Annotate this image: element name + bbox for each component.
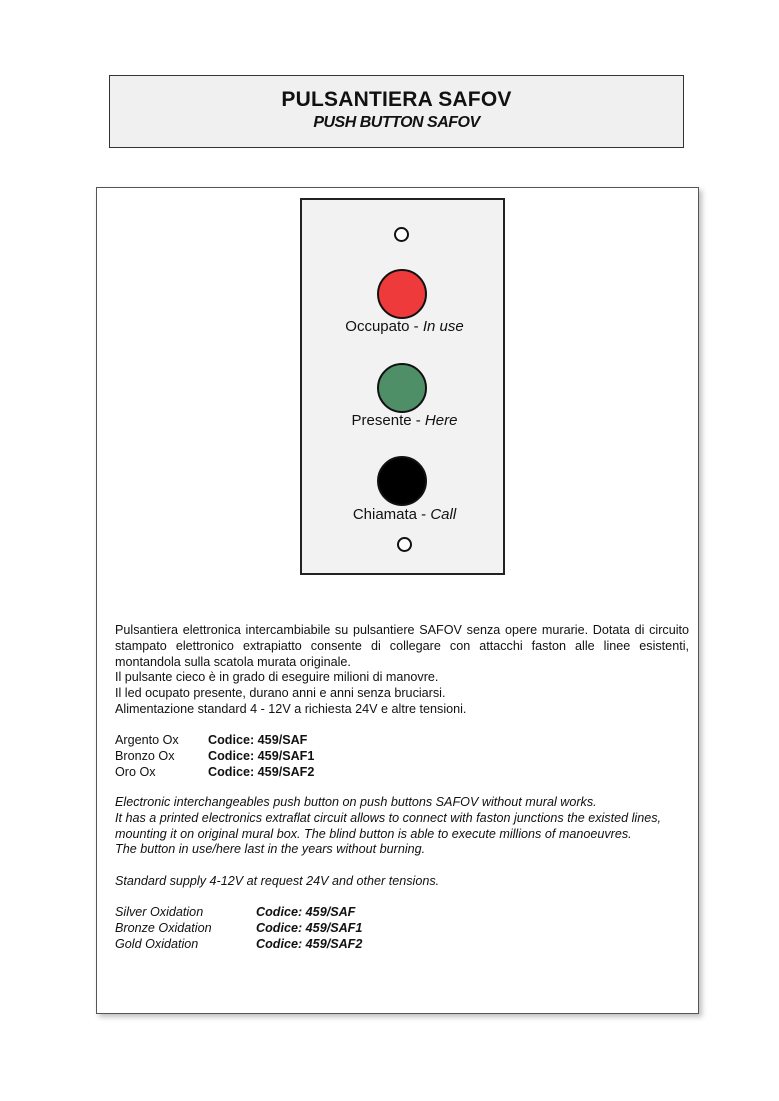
description-line: Alimentazione standard 4 - 12V a richiesta 24V e altre tensioni. (115, 701, 467, 716)
codes-italian (115, 732, 314, 780)
product-code: Codice: 459/SAF (256, 905, 356, 919)
description-italian (115, 623, 689, 718)
title-box (109, 75, 684, 148)
page-subtitle: PUSH BUTTON SAFOV (313, 114, 480, 131)
codes-english (115, 904, 362, 952)
here-label: Presente - Here (351, 412, 458, 429)
description-line: The button in use/here last in the years without burning. (115, 842, 426, 857)
code-row (115, 732, 314, 748)
product-code: Codice: 459/SAF (208, 733, 308, 747)
product-code: Codice: 459/SAF1 (208, 749, 315, 763)
call-button (377, 456, 427, 506)
description-line: It has a printed electronics extraflat circuit allows to connect with faston junctions the existed lines, (115, 810, 662, 825)
description-line: Electronic interchangeables push button on push buttons SAFOV without mural works. (115, 795, 597, 809)
description-line: Il led ocupato presente, durano anni e anni senza bruciarsi. (115, 686, 446, 701)
finish-name: Gold Oxidation (115, 937, 199, 951)
finish-name: Argento Ox (115, 733, 179, 747)
supply-line: Standard supply 4-12V at request 24V and other tensions. (115, 873, 440, 888)
in-use-button (377, 269, 427, 319)
call-label: Chiamata - Call (352, 506, 457, 523)
code-row (115, 920, 362, 936)
in-use-label: Occupato - In use (345, 318, 464, 335)
product-code: Codice: 459/SAF2 (208, 765, 315, 779)
bottom-led-icon (397, 537, 412, 552)
description-line: Il pulsante cieco è in grado di eseguire milioni di manovre. (115, 670, 439, 685)
page-title: PULSANTIERA SAFOV (281, 88, 512, 111)
description-english (115, 795, 689, 890)
finish-name: Bronze Oxidation (115, 921, 212, 935)
finish-name: Oro Ox (115, 765, 156, 779)
product-code: Codice: 459/SAF2 (256, 937, 363, 951)
spacer (115, 858, 689, 874)
here-button (377, 363, 427, 413)
push-button-plate (300, 198, 505, 575)
code-row (115, 936, 362, 952)
code-row (115, 764, 314, 780)
description-line: mounting it on original mural box. The blind button is able to execute millions of manoeuvres. (115, 826, 632, 841)
top-led-icon (394, 227, 409, 242)
code-row (115, 904, 362, 920)
product-code: Codice: 459/SAF1 (256, 921, 363, 935)
finish-name: Silver Oxidation (115, 905, 204, 919)
code-row (115, 748, 314, 764)
description-paragraph: Pulsantiera elettronica intercambiabile su pulsantiere SAFOV senza opere murarie. Dotata di circuito stampato elettronico extrapiatto consente di collegare con attacchi faston alle linee esistenti, montandola sulla scatola murata originale. (115, 623, 689, 669)
finish-name: Bronzo Ox (115, 749, 175, 763)
